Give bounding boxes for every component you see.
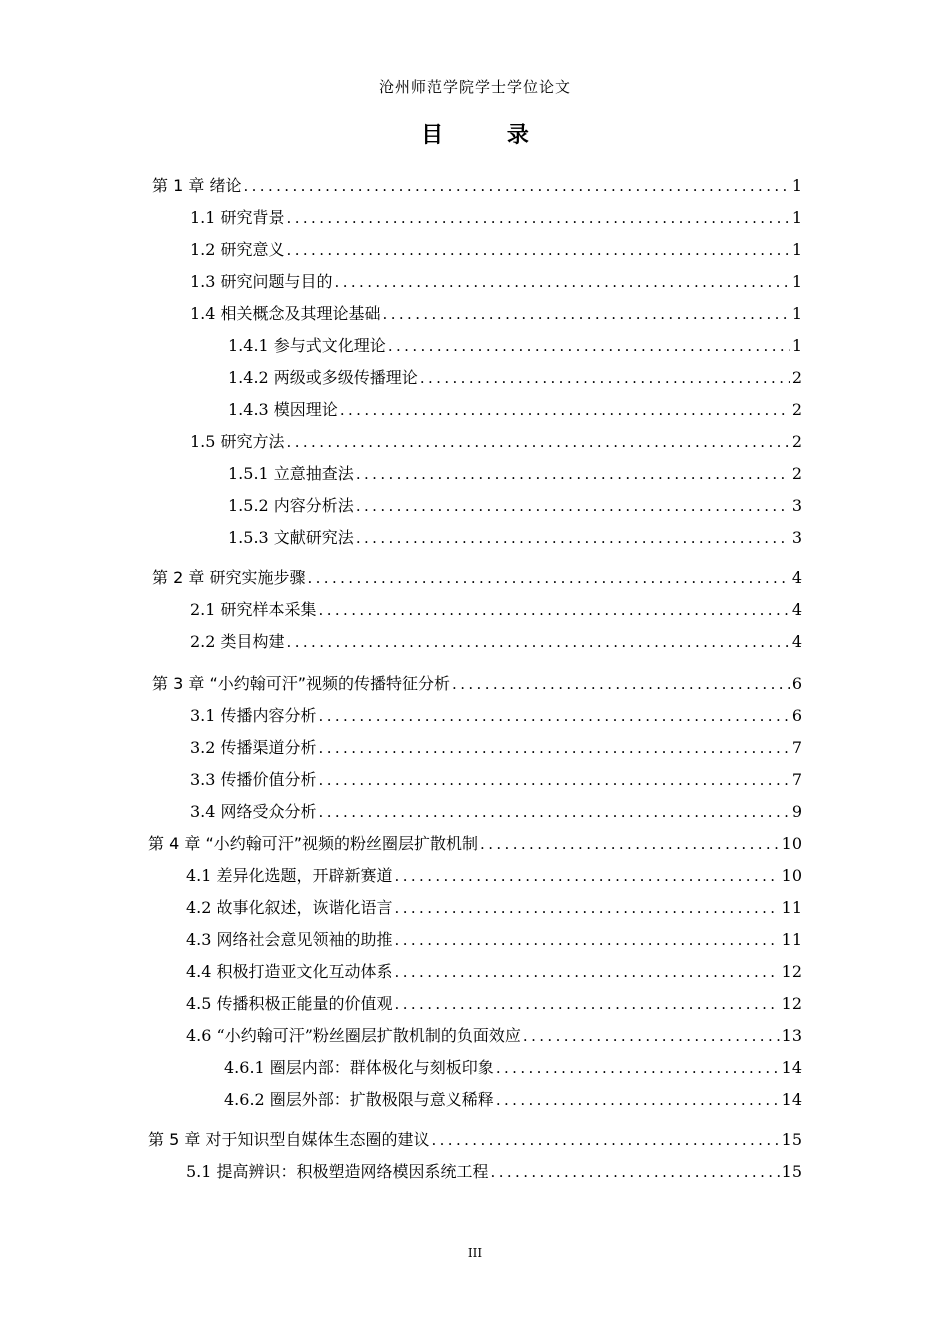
toc-entry-title: 1.5.2 内容分析法 xyxy=(228,496,354,515)
toc-page-number: 1 xyxy=(791,208,802,227)
toc-leader-dots xyxy=(431,1130,779,1150)
toc-leader-dots xyxy=(287,632,790,652)
toc-leader-dots xyxy=(496,1090,780,1110)
toc-leader-dots xyxy=(395,866,780,886)
toc-page-number: 15 xyxy=(781,1162,802,1181)
toc-leader-dots xyxy=(319,706,790,726)
toc-subsection-entry[interactable] xyxy=(228,332,802,356)
toc-leader-dots xyxy=(287,240,790,260)
toc-section-entry[interactable] xyxy=(190,628,802,652)
toc-leader-dots xyxy=(307,568,789,588)
toc-page-number: 13 xyxy=(781,1026,802,1045)
toc-entry-title: 第 4 章 “小约翰可汗”视频的粉丝圈层扩散机制 xyxy=(148,834,479,853)
toc-section-entry[interactable] xyxy=(190,734,802,758)
toc-page-number: 7 xyxy=(791,770,802,789)
toc-leader-dots xyxy=(395,994,780,1014)
toc-subsection-entry[interactable] xyxy=(228,460,802,484)
toc-leader-dots xyxy=(287,208,790,228)
toc-page-number: 10 xyxy=(781,834,802,853)
toc-leader-dots xyxy=(523,1026,780,1046)
toc-page-number: 7 xyxy=(791,738,802,757)
toc-leader-dots xyxy=(319,770,790,790)
toc-entry-title: 第 3 章 “小约翰可汗”视频的传播特征分析 xyxy=(152,674,451,693)
toc-page-number: 14 xyxy=(781,1058,802,1077)
toc-section-entry[interactable] xyxy=(190,798,802,822)
toc-chapter-entry[interactable] xyxy=(152,172,802,196)
toc-entry-title: 5.1 提高辨识：积极塑造网络模因系统工程 xyxy=(186,1162,489,1181)
toc-chapter-entry[interactable] xyxy=(152,670,802,694)
toc-section-entry[interactable] xyxy=(186,990,802,1014)
toc-leader-dots xyxy=(319,600,790,620)
toc-subsection-entry[interactable] xyxy=(224,1054,802,1078)
toc-entry-title: 1.4.3 模因理论 xyxy=(228,400,338,419)
toc-entry-title: 4.6 “小约翰可汗”粉丝圈层扩散机制的负面效应 xyxy=(186,1026,521,1045)
toc-chapter-entry[interactable] xyxy=(148,830,802,854)
toc-entry-title: 2.2 类目构建 xyxy=(190,632,285,651)
toc-entry-title: 1.3 研究问题与目的 xyxy=(190,272,333,291)
toc-subsection-entry[interactable] xyxy=(228,396,802,420)
toc-page-number: 9 xyxy=(791,802,802,821)
toc-entry-title: 3.3 传播价值分析 xyxy=(190,770,317,789)
toc-section-entry[interactable] xyxy=(186,862,802,886)
toc-page-number: 1 xyxy=(791,336,802,355)
toc-page-number: 14 xyxy=(781,1090,802,1109)
toc-entry-title: 1.5 研究方法 xyxy=(190,432,285,451)
toc-page-number: 3 xyxy=(791,496,802,515)
toc-section-entry[interactable] xyxy=(190,236,802,260)
toc-entry-title: 3.2 传播渠道分析 xyxy=(190,738,317,757)
toc-leader-dots xyxy=(356,528,790,548)
page-number: III xyxy=(467,1246,483,1260)
toc-entry-title: 4.2 故事化叙述，诙谐化语言 xyxy=(186,898,393,917)
toc-leader-dots xyxy=(388,336,790,356)
toc-section-entry[interactable] xyxy=(190,702,802,726)
toc-page-number: 6 xyxy=(791,706,802,725)
toc-page-number: 2 xyxy=(791,464,802,483)
toc-page-number: 4 xyxy=(791,568,802,587)
toc-entry-title: 3.4 网络受众分析 xyxy=(190,802,317,821)
toc-page-number: 1 xyxy=(791,304,802,323)
toc-leader-dots xyxy=(395,962,780,982)
toc-entry-title: 1.4 相关概念及其理论基础 xyxy=(190,304,381,323)
toc-section-entry[interactable] xyxy=(186,958,802,982)
toc-leader-dots xyxy=(243,176,789,196)
toc-leader-dots xyxy=(319,802,790,822)
toc-entry-title: 1.5.1 立意抽查法 xyxy=(228,464,354,483)
toc-entry-title: 4.4 积极打造亚文化互动体系 xyxy=(186,962,393,981)
toc-page-number: 12 xyxy=(781,962,802,981)
toc-leader-dots xyxy=(452,674,790,694)
toc-entry-title: 第 2 章 研究实施步骤 xyxy=(152,568,306,587)
toc-entry-title: 第 5 章 对于知识型自媒体生态圈的建议 xyxy=(148,1130,430,1149)
toc-leader-dots xyxy=(496,1058,780,1078)
toc-subsection-entry[interactable] xyxy=(224,1086,802,1110)
toc-page-number: 1 xyxy=(791,176,802,195)
toc-section-entry[interactable] xyxy=(190,428,802,452)
toc-chapter-entry[interactable] xyxy=(148,1126,802,1150)
running-header: 沧州师范学院学士学位论文 xyxy=(378,78,571,96)
toc-page-number: 11 xyxy=(781,930,802,949)
toc-leader-dots xyxy=(335,272,790,292)
toc-page-number: 1 xyxy=(791,272,802,291)
toc-chapter-entry[interactable] xyxy=(152,564,802,588)
toc-subsection-entry[interactable] xyxy=(228,524,802,548)
toc-page-number: 11 xyxy=(781,898,802,917)
toc-entry-title: 第 1 章 绪论 xyxy=(152,176,242,195)
toc-section-entry[interactable] xyxy=(186,894,802,918)
toc-entry-title: 1.2 研究意义 xyxy=(190,240,285,259)
toc-section-entry[interactable] xyxy=(190,596,802,620)
toc-entry-title: 1.5.3 文献研究法 xyxy=(228,528,354,547)
toc-section-entry[interactable] xyxy=(190,204,802,228)
toc-page-number: 2 xyxy=(791,400,802,419)
toc-entry-title: 3.1 传播内容分析 xyxy=(190,706,317,725)
toc-leader-dots xyxy=(287,432,790,452)
toc-leader-dots xyxy=(340,400,790,420)
toc-page-number: 1 xyxy=(791,240,802,259)
toc-leader-dots xyxy=(395,898,780,918)
toc-entry-title: 4.3 网络社会意见领袖的助推 xyxy=(186,930,393,949)
toc-entry-title: 4.6.2 圈层外部：扩散极限与意义稀释 xyxy=(224,1090,494,1109)
toc-page-number: 3 xyxy=(791,528,802,547)
toc-entry-title: 1.4.1 参与式文化理论 xyxy=(228,336,386,355)
toc-section-entry[interactable] xyxy=(190,300,802,324)
toc-section-entry[interactable] xyxy=(186,1022,802,1046)
toc-page-number: 2 xyxy=(791,432,802,451)
toc-entry-title: 4.5 传播积极正能量的价值观 xyxy=(186,994,393,1013)
toc-section-entry[interactable] xyxy=(190,268,802,292)
toc-page-number: 2 xyxy=(791,368,802,387)
toc-page-number: 10 xyxy=(781,866,802,885)
toc-section-entry[interactable] xyxy=(190,766,802,790)
toc-entry-title: 1.4.2 两级或多级传播理论 xyxy=(228,368,418,387)
toc-page-number: 4 xyxy=(791,600,802,619)
toc-entry-title: 1.1 研究背景 xyxy=(190,208,285,227)
toc-section-entry[interactable] xyxy=(186,1158,802,1182)
toc-leader-dots xyxy=(420,368,790,388)
toc-page-number: 6 xyxy=(791,674,802,693)
page-title: 目 录 xyxy=(421,123,557,148)
toc-page-number: 15 xyxy=(781,1130,802,1149)
toc-leader-dots xyxy=(383,304,790,324)
toc-leader-dots xyxy=(395,930,780,950)
toc-leader-dots xyxy=(491,1162,780,1182)
toc-entry-title: 4.1 差异化选题，开辟新赛道 xyxy=(186,866,393,885)
toc-subsection-entry[interactable] xyxy=(228,492,802,516)
toc-page-number: 4 xyxy=(791,632,802,651)
toc-entry-title: 4.6.1 圈层内部：群体极化与刻板印象 xyxy=(224,1058,494,1077)
toc-leader-dots xyxy=(319,738,790,758)
toc-entry-title: 2.1 研究样本采集 xyxy=(190,600,317,619)
toc-page-number: 12 xyxy=(781,994,802,1013)
toc-subsection-entry[interactable] xyxy=(228,364,802,388)
toc-section-entry[interactable] xyxy=(186,926,802,950)
toc-leader-dots xyxy=(356,464,790,484)
toc-leader-dots xyxy=(480,834,780,854)
toc-leader-dots xyxy=(356,496,790,516)
